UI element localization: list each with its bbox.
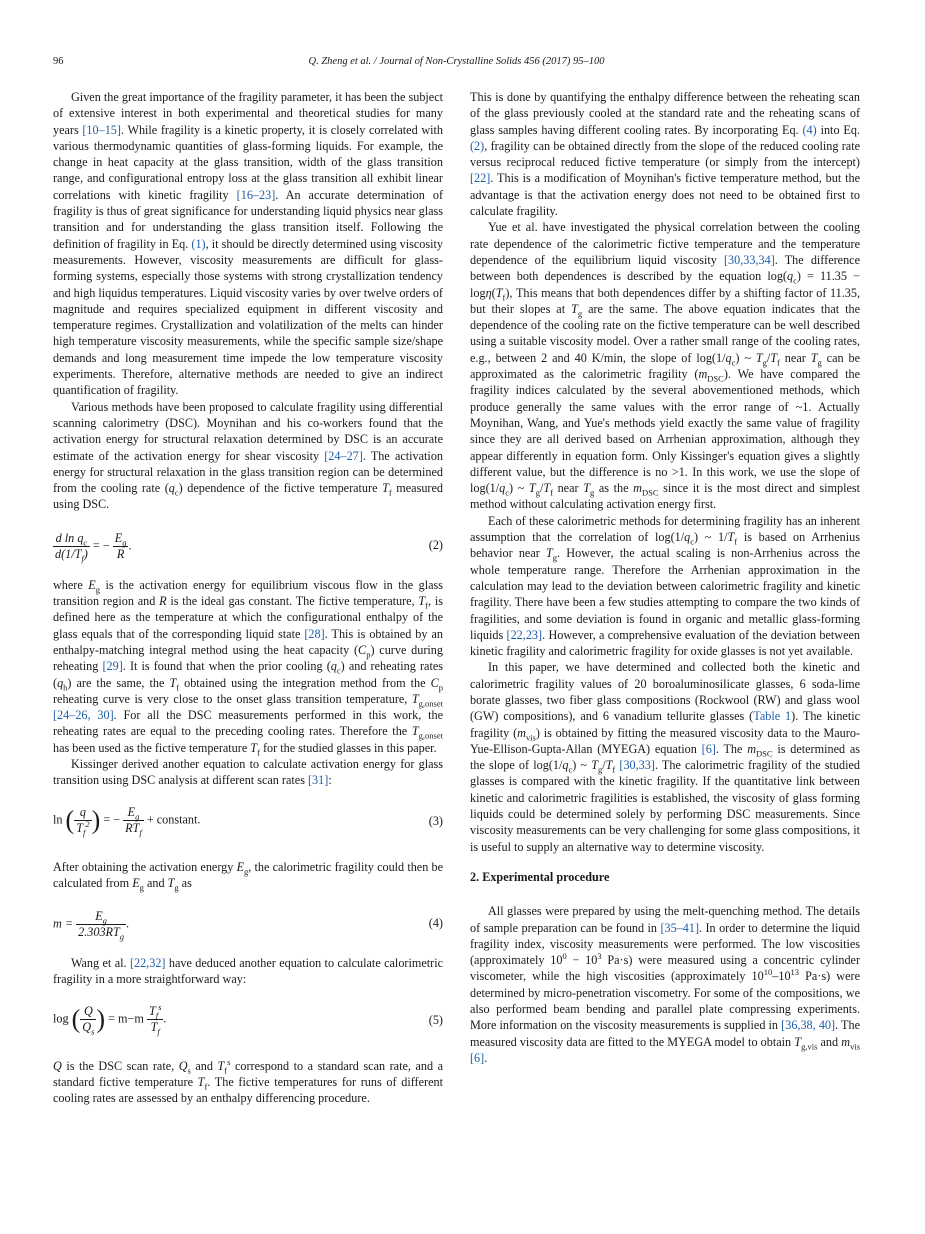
citation-link[interactable]: [22]	[470, 171, 491, 186]
paragraph: where $E_g$ is the activation energy for equilibrium viscous flow in the glass transition region and R is the ideal gas constant. The fictive temperature, $T_f$, is defined here as the temperature at which the configurational enthalpy of the glass equals that of the corresponding liquid state [28]. This is obtained by an enthalpy-matching integral method using the heat capacity $(C_p)$ curve during reheating [29]. It is found that when the prior cooling $(q_c)$ and reheating rates $(q_h)$ are the same, the $T_f$ obtained using the integration method from the $C_p$ reheating curve is very close to the onset glass transition temperature, $T_{g,onset}$ [24–26, 30]. For all the DSC measurements performed in this work, the reheating rates are equal to the preceding cooling rates. Therefore the $T_{g,onset}$ has been used as the fictive temperature $T_f$ for the studied glasses in this paper.	[53, 577, 444, 758]
left-column	[53, 89, 443, 1107]
paragraph: Yue et al. have investigated the physical correlation between the cooling rate dependence of the calorimetric fictive temperature and the temperature dependence of the equilibrium liquid viscosity [30,33,34]. The difference between both dependences is described by the equation $\log(q_c) = 11.35 - \log\eta(T_f)$, This means that both dependences differ by a shifting factor of 11.35, but their slopes at $T_g$ are the same. The above equation indicates that the dependence of the cooling rate on the fictive temperature can be well described using a suitable viscosity model. Over a rather small range of the cooling rates, e.g., between 2 and 40 K/min, the slope of $\log(1/q_c)$ ~ $T_g/T_f$ near $T_g$ can be approximated as the calorimetric fragility $(m_{DSC})$. We have compared the fragility indices calculated by the several abovementioned methods, which produce generally the same values with the error range of ~1. Actually Moynihan, Wang, and Yue's methods yield exactly the same value of fragility since they are all derived based on Arrhenian approximation, although they appear differently in equation form. Only Kissinger's equation gives a slightly different value, but the difference is no >1. In this work, we use the slope of $\log(1/q_c)$ ~ $T_g/T_f$ near $T_g$ as the $m_{DSC}$ since it is the most direct and simplest method without calculating activation energy first.	[470, 220, 861, 512]
citation-link[interactable]: [6]	[470, 1050, 485, 1065]
citation-link[interactable]: [28]	[304, 626, 325, 641]
citation-link[interactable]: [16–23]	[236, 187, 276, 202]
paragraph: Various methods have been proposed to calculate fragility using differential scanning calorimetry (DSC). Moynihan and his co-workers found that the activation energy for structural relaxation determined by DSC is an accurate estimate of the activation energy for shear viscosity [24–27]. The activation energy for structural relaxation in the glass transition region can be determined from the cooling rate $(q_c)$ dependence of the fictive temperature $T_f$ measured using DSC.	[53, 399, 444, 512]
equation-number: (4)	[428, 916, 443, 931]
equation-number: (3)	[428, 813, 443, 828]
citation-link[interactable]: [29]	[102, 659, 123, 674]
equation-number: (2)	[428, 537, 443, 552]
paragraph: In this paper, we have determined and collected both the kinetic and calorimetric fragility values of 20 boroaluminosilicate glasses, 6 soda-lime borate glasses, two fiber glass compositions (Rockwool (RW) and glass wool (GW) compositions), and 6 vanadium tellurite glasses (Table 1). The kinetic fragility $(m_{vis})$ is obtained by fitting the measured viscosity data to the Mauro-Yue-Ellison-Gupta-Allan (MYEGA) equation [6]. The $m_{DSC}$ is determined as the slope of $\log(1/q_c)$ ~ $T_g/T_f$ [30,33]. The calorimetric fragility of the studied glasses is compared with the kinetic fragility. If the quantitative link between kinetic and calorimetric fragilities is established, the viscosity of glass forming liquids could be determined solely by performing DSC measurements. Since viscosity measurements can be very challenging for some glass compositions, it is useful to supply an alternative way to determine viscosity.	[470, 660, 861, 854]
citation-link[interactable]: [30,33]	[619, 758, 655, 773]
equation-3: ln ( $\frac{q}{T_f^2}$ ) = − $\frac{E_g}{RT_f}$ + constant. (3)	[53, 804, 443, 838]
paragraph: After obtaining the activation energy $E_g$, the calorimetric fragility could then be calculated from $E_g$ and $T_g$ as	[53, 859, 443, 893]
page-number: 96	[53, 56, 64, 67]
citation-link[interactable]: [6]	[701, 741, 716, 756]
citation-link[interactable]: [22,23]	[506, 627, 543, 642]
citation-link[interactable]: [35–41]	[660, 920, 700, 935]
citation-link[interactable]: [36,38, 40]	[781, 1018, 836, 1033]
journal-citation: Q. Zheng et al. / Journal of Non-Crystalline Solids 456 (2017) 95–100	[308, 56, 605, 67]
citation-link[interactable]: [24–26, 30]	[53, 708, 114, 723]
paragraph: Wang et al. [22,32] have deduced another equation to calculate calorimetric fragility in a more straightforward way:	[53, 956, 443, 987]
equation-link[interactable]: (1)	[191, 236, 206, 251]
equation-4: m = $\frac{E_g}{2.303RT_g}$ . (4)	[53, 909, 443, 942]
equation-link[interactable]: (4)	[802, 122, 817, 137]
paragraph: All glasses were prepared by using the melt-quenching method. The details of sample preparation can be found in [35–41]. In order to determine the liquid fragility index, viscosity measurements were performed. The low viscosities (approximately $10^0 - 10^3$ Pa·s) were measured using a concentric cylinder viscometer, while the high viscosities (approximately $10^{10}-10^{13}$ Pa·s) were determined by micro-penetration viscometry. For some of the compositions, we also performed beam bending and parallel plate compressing experiments. More information on the viscosity measurements is supplied in [36,38, 40]. The measured viscosity data are fitted to the MYEGA model to obtain $T_{g,vis}$ and $m_{vis}$ [6].	[470, 904, 861, 1065]
equation-2: $\frac{d \ln q_c}{d(1/T_f)}$ = − $\frac{E_g}{R}$ . (2)	[55, 530, 443, 564]
citation-link[interactable]: [22,32]	[129, 956, 166, 971]
citation-link[interactable]: [24–27]	[324, 448, 363, 463]
citation-link[interactable]: [30,33,34]	[724, 252, 775, 267]
section-heading: 2. Experimental procedure	[470, 869, 610, 884]
table-link[interactable]: Table 1	[753, 709, 792, 724]
equation-number: (5)	[428, 1012, 443, 1027]
right-column	[470, 89, 860, 1066]
paragraph: Each of these calorimetric methods for determining fragility has an inherent assumption that the correlation of $\log(1/q_c)$ ~ $1/T_f$ is based on Arrhenius behavior near $T_g$. However, the actual scaling is non-Arrhenius across the whole temperature range. Therefore the Arrhenian approximation in the calculation may lead to the deviation between calorimetric fragility and kinetic fragility. There have been a few studies attempting to compare the two kinds of fragilities, and some deviation is found in organic and metallic glass-forming liquids [22,23]. However, a comprehensive evaluation of the deviation between kinetic fragility and calorimetric fragility for oxide glasses is not yet available.	[470, 513, 861, 659]
equation-link[interactable]: (2)	[470, 138, 485, 153]
paragraph: This is done by quantifying the enthalpy difference between the reheating scan of the glass previously cooled at the standard rate and the reheating scans of glass samples having different cooling rates. By incorporating Eq. (4) into Eq. (2), fragility can be obtained directly from the slope of the reduced cooling rate versus reciprocal reduced fictive temperature (or simply from the intercept) [22]. This is a modification of Moynihan's fictive temperature method, but the advantage is that the activation energy does not need to be obtained first to calculate fragility.	[470, 90, 860, 219]
equation-5: log ( $\frac{Q}{Q_s}$ ) = m−m $\frac{T_f^s}{T_f}$ . (5)	[53, 1001, 443, 1037]
page-header	[53, 56, 860, 72]
citation-link[interactable]: [10–15]	[82, 122, 121, 137]
paragraph: Given the great importance of the fragility parameter, it has been the subject of extensive interest in both experimental and theoretical studies for many years [10–15]. While fragility is a kinetic property, it is closely correlated with various thermodynamic quantities of glass-forming liquids. For example, the change in heat capacity at the glass transition, width of the glass transition range, and configurational entropy loss at the glass transition all exhibit linear correlations with kinetic fragility [16–23]. An accurate determination of fragility is thus of great significance for understanding liquid physics near glass transition and for understanding the glass transition itself. Following the definition of fragility in Eq. (1), it should be directly determined using viscosity measurements. However, viscosity measurements are difficult for glass-forming systems, especially those systems with strong crystallization tendency and high liquidus temperatures. Liquid viscosity varies by over twelve orders of magnitude and requires specialized equipment in different viscosity and temperature regimes. Crystallization and volatilization of the melts can hinder high temperature viscosity measurements, while the specific sample size/shape demands and long measurement time impede the low temperature viscosity experiments. Therefore, alternative methods are needed to give an indirect quantification of fragility.	[53, 90, 443, 398]
paragraph: Q is the DSC scan rate, $Q_s$ and $T_f^s$ correspond to a standard scan rate, and a standard fictive temperature $T_f$. The fictive temperatures for runs of different cooling rates are assessed by an enthalpy differencing procedure.	[53, 1056, 443, 1106]
paragraph: Kissinger derived another equation to calculate activation energy for glass transition using DSC analysis at different scan rates [31]:	[53, 756, 443, 788]
citation-link[interactable]: [31]	[308, 773, 329, 788]
